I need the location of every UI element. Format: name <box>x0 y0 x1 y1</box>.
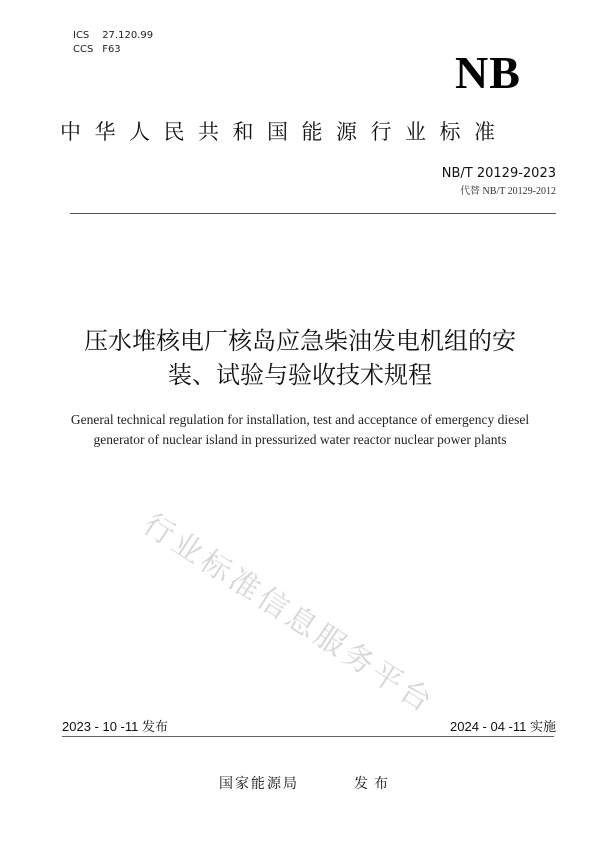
english-title-line-1: General technical regulation for installation, test and acceptance of emergency diesel <box>70 412 530 427</box>
standard-code: NB/T 20129-2023 <box>441 166 556 181</box>
chinese-title-line-1: 压水堆核电厂核岛应急柴油发电机组的安 <box>84 327 516 355</box>
ics-label: ICS <box>73 30 90 41</box>
classification-codes <box>73 29 153 57</box>
ccs-value: F63 <box>102 44 121 55</box>
watermark: 行业标准信息服务平台 <box>136 506 441 722</box>
issuing-authority: 国家能源局 <box>219 776 299 792</box>
header-divider <box>70 213 556 214</box>
english-title-line-2: generator of nuclear island in pressurized water reactor nuclear power plants <box>93 432 507 447</box>
chinese-title-line-2: 装、试验与验收技术规程 <box>168 361 432 389</box>
replaces-code: 代替 NB/T 20129-2012 <box>460 186 556 197</box>
chinese-title <box>30 324 570 392</box>
footer-divider <box>62 736 554 737</box>
issue-label: 发布 <box>354 776 394 792</box>
nb-logo: NB <box>455 47 521 98</box>
implement-date: 2024 - 04 -11 实施 <box>450 719 556 734</box>
ics-code <box>73 29 153 43</box>
publish-date: 2023 - 10 -11 发布 <box>62 719 168 734</box>
english-title <box>20 410 580 450</box>
ccs-label: CCS <box>73 44 94 55</box>
organization-title: 中华人民共和国能源行业标准 <box>60 120 509 144</box>
ccs-code <box>73 43 153 57</box>
ics-value: 27.120.99 <box>102 30 154 41</box>
